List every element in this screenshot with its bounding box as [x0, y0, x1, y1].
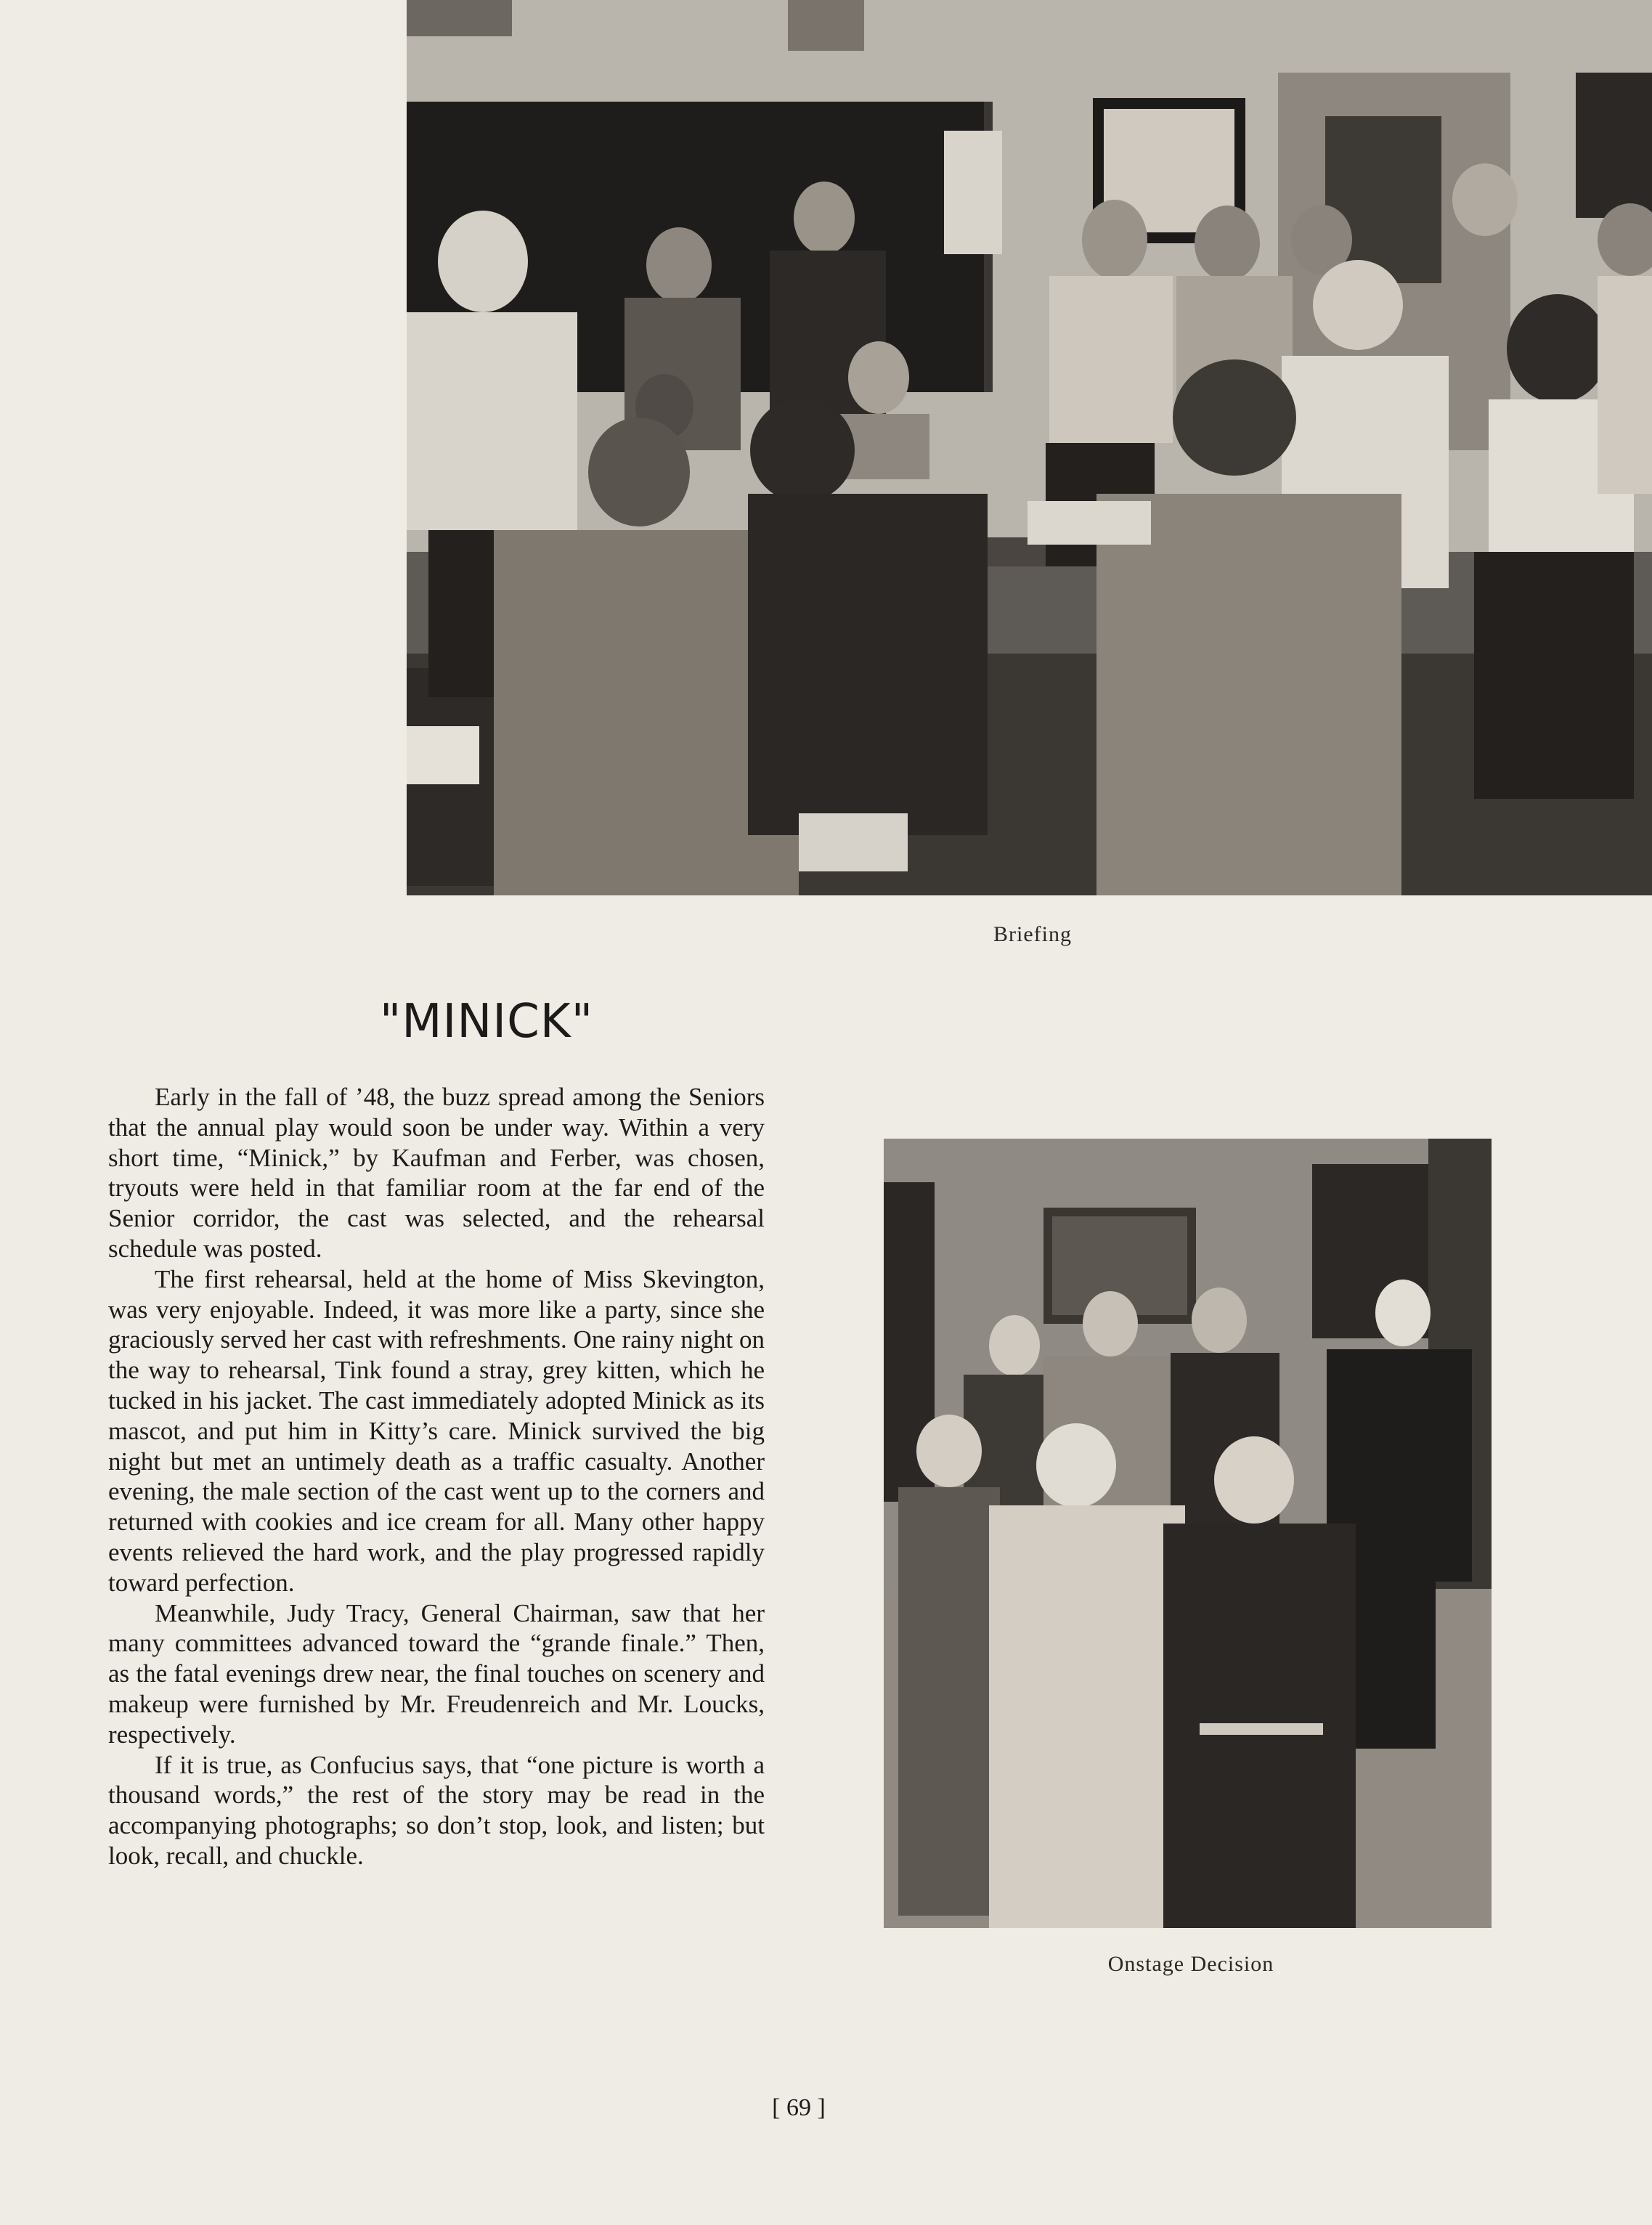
article-paragraph: Early in the fall of ’48, the buzz spread among the Seniors that the annual play would soon be under way. Within a very short time, “Minick,” by Kaufman and Ferber, was chosen, tryouts were held in that familiar room at the far end of the Senior corridor, the cast was selected, and the rehearsal schedule was posted. — [108, 1083, 765, 1263]
onstage-decision-caption: Onstage Decision — [1107, 1952, 1274, 1976]
article-paragraph: The first rehearsal, held at the home of Miss Skevington, was very enjoyable. Indeed, it was more like a party, since she graciously served her cast with refreshments. One rainy night on the way to rehearsal, Tink found a stray, grey kitten, which he tucked in his jacket. The cast immediately adopted Minick as its mascot, and put him in Kitty’s care. Minick survived the big night but met an untimely death as a traffic casualty. Another evening, the male section of the cast went up to the corners and returned with cookies and ice cream for all. Many other happy events relieved the hard work, and the play progressed rapidly toward perfection. — [108, 1264, 765, 1597]
article-body — [108, 1082, 765, 1871]
article-title: "MINICK" — [379, 995, 594, 1049]
page-number: [ 69 ] — [772, 2094, 826, 2121]
briefing-photo — [407, 0, 1652, 895]
onstage-decision-photo-image — [884, 1139, 1492, 1928]
briefing-photo-image — [407, 0, 1652, 895]
article-paragraph: If it is true, as Confucius says, that “one picture is worth a thousand words,” the rest of the story may be read in the accompanying photographs; so don’t stop, look, and listen; but look, recall, and chuckle. — [108, 1750, 765, 1870]
onstage-decision-photo — [884, 1139, 1492, 1928]
article-paragraph: Meanwhile, Judy Tracy, General Chairman, saw that her many committees advanced toward the “grande finale.” Then, as the fatal evenings drew near, the final touches on scenery and makeup were furnished by Mr. Freudenreich and Mr. Loucks, respectively. — [108, 1598, 765, 1749]
briefing-caption: Briefing — [993, 922, 1072, 946]
